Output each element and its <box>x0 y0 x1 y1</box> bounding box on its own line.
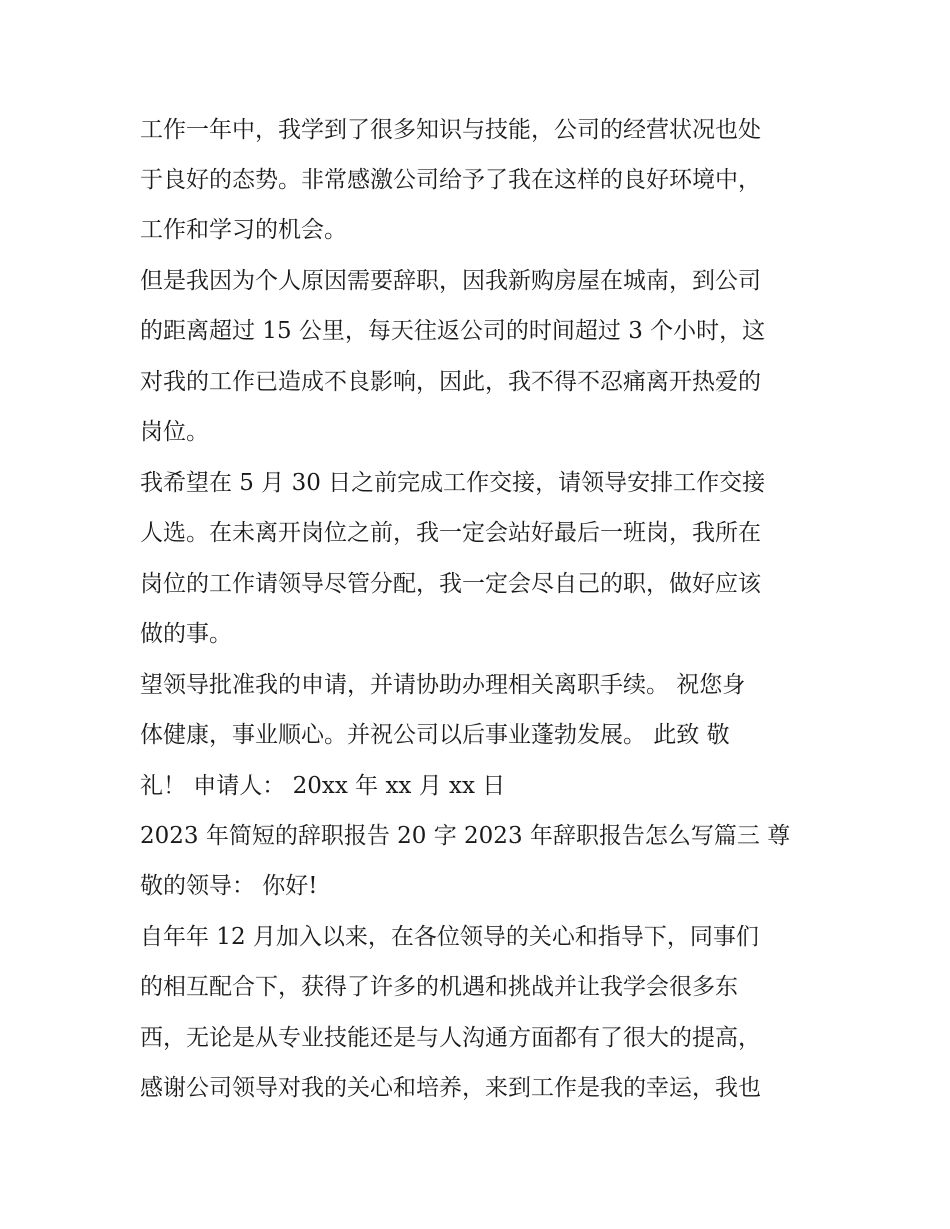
text-line: 我希望在 5 月 30 日之前完成工作交接，请领导安排工作交接 <box>140 470 766 496</box>
text-line: 望领导批准我的申请，并请协助办理相关离职手续。 祝您身 <box>140 672 746 698</box>
text-line: 感谢公司领导对我的关心和培养，来到工作是我的幸运，我也 <box>140 1075 761 1101</box>
text-line: 体健康，事业顺心。并祝公司以后事业蓬勃发展。 此致 敬 <box>140 722 730 748</box>
text-line: 工作一年中，我学到了很多知识与技能，公司的经营状况也处 <box>140 117 761 143</box>
text-line: 的距离超过 15 公里，每天往返公司的时间超过 3 个小时，这 <box>140 318 766 344</box>
text-line: 对我的工作已造成不良影响，因此，我不得不忍痛离开热爱的 <box>140 369 761 395</box>
text-line: 的相互配合下，获得了许多的机遇和挑战并让我学会很多东 <box>140 974 738 1000</box>
text-line: 于良好的态势。非常感激公司给予了我在这样的良好环境中， <box>140 167 761 193</box>
text-line: 岗位的工作请领导尽管分配，我一定会尽自己的职，做好应该 <box>140 571 761 597</box>
text-line: 西，无论是从专业技能还是与人沟通方面都有了很大的提高， <box>140 1025 761 1051</box>
text-line: 做的事。 <box>140 621 232 647</box>
text-line: 工作和学习的机会。 <box>140 217 347 243</box>
text-line: 敬的领导： 你好! <box>140 873 318 899</box>
text-line: 但是我因为个人原因需要辞职，因我新购房屋在城南，到公司 <box>140 268 761 294</box>
text-line: 人选。在未离开岗位之前，我一定会站好最后一班岗，我所在 <box>140 520 761 546</box>
text-line: 礼！ 申请人： 20xx 年 xx 月 xx 日 <box>140 773 506 799</box>
text-line: 2023 年简短的辞职报告 20 字 2023 年辞职报告怎么写篇三 尊 <box>140 823 791 849</box>
text-line: 自年年 12 月加入以来，在各位领导的关心和指导下，同事们 <box>140 924 759 950</box>
text-line: 岗位。 <box>140 419 209 445</box>
